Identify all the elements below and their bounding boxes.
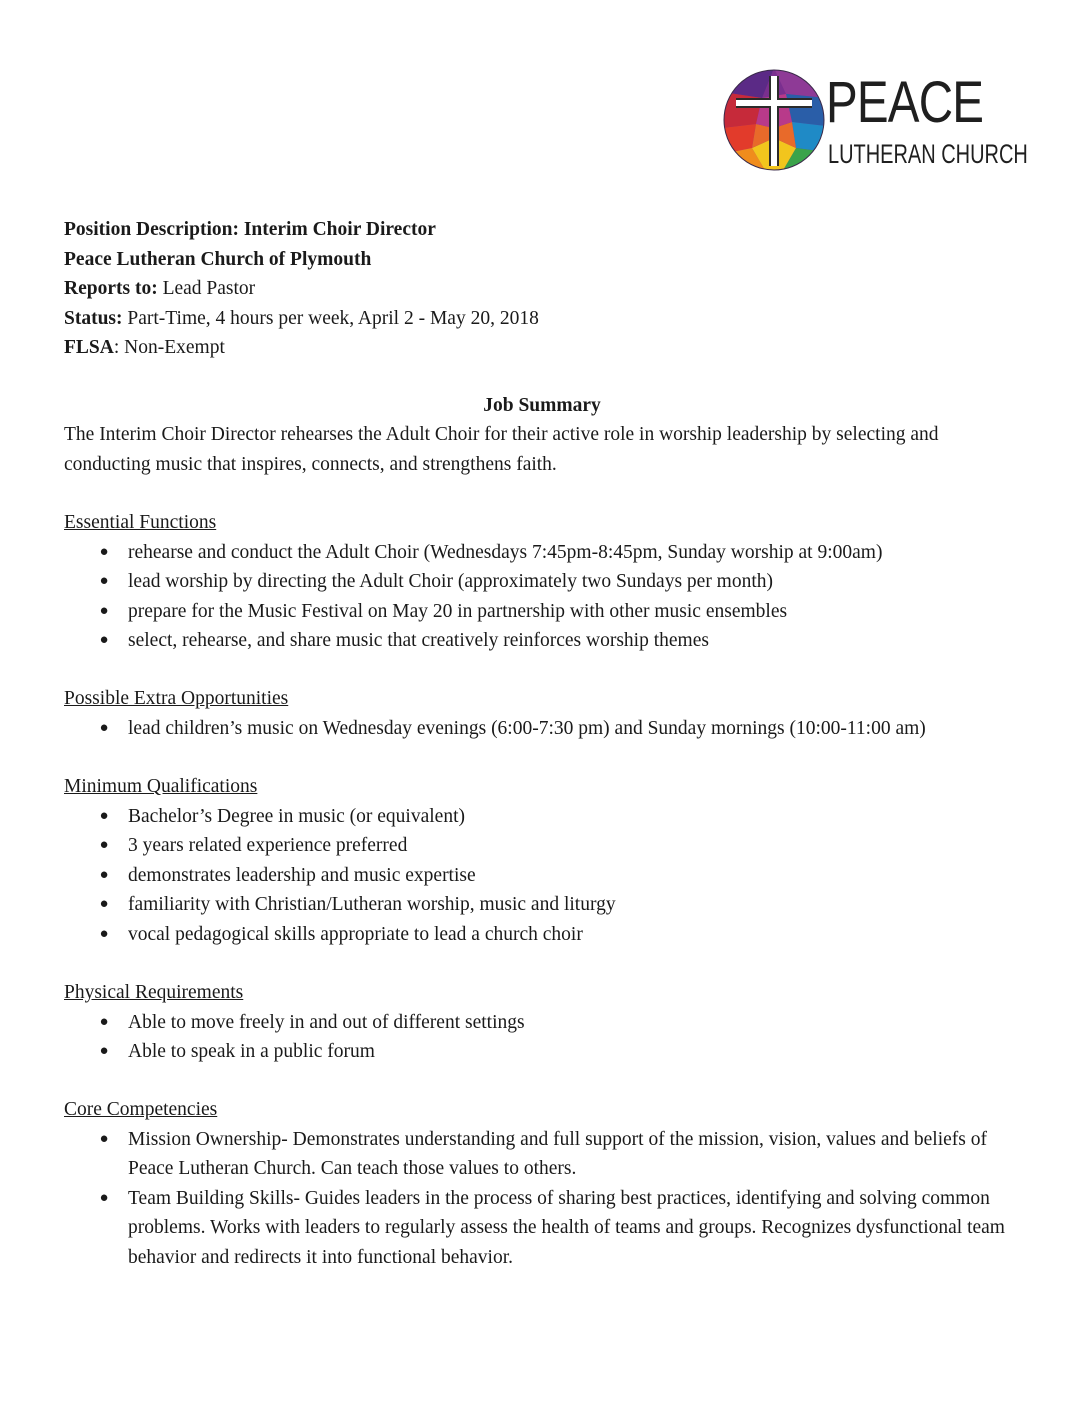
- list-item: ● select, rehearse, and share music that creatively reinforces worship themes: [64, 626, 1034, 656]
- bullet-icon: ●: [99, 896, 109, 912]
- extra-opportunities-section: [64, 684, 1034, 743]
- essential-functions-list: [64, 538, 1034, 656]
- physical-requirements-section: [64, 978, 1034, 1067]
- reports-to-line: [64, 274, 1024, 304]
- list-item: ● familiarity with Christian/Lutheran worship, music and liturgy: [64, 890, 1034, 920]
- extra-opportunities-heading: Possible Extra Opportunities: [64, 688, 289, 709]
- flsa-value: : Non-Exempt: [113, 337, 225, 358]
- core-competencies-heading: Core Competencies: [64, 1099, 218, 1120]
- stained-glass-cross-icon: [722, 68, 826, 172]
- list-item: ● demonstrates leadership and music expertise: [64, 861, 1034, 891]
- logo-wordmark-peace: PEACE: [826, 70, 984, 135]
- list-item: ● rehearse and conduct the Adult Choir (Wednesdays 7:45pm-8:45pm, Sunday worship at 9:00am): [64, 538, 1034, 568]
- physical-requirements-list: [64, 1008, 1034, 1067]
- minimum-qualifications-section: [64, 772, 1034, 949]
- reports-to-value: Lead Pastor: [157, 278, 256, 299]
- bullet-icon: ●: [99, 807, 109, 824]
- bullet-icon: ●: [99, 543, 109, 560]
- status-label: Status:: [64, 307, 123, 329]
- position-header: [64, 215, 1024, 363]
- list-item: ● Able to move freely in and out of different settings: [64, 1008, 1034, 1038]
- minimum-qualifications-list: [64, 802, 1034, 950]
- bullet-icon: ●: [99, 837, 109, 853]
- core-competencies-section: [64, 1095, 1014, 1272]
- list-item: ● lead worship by directing the Adult Choir (approximately two Sundays per month): [64, 567, 1034, 597]
- list-item: ● Mission Ownership- Demonstrates understanding and full support of the mission, vision, values and beliefs of Peace Lutheran Church. Can teach those values to others.: [64, 1125, 1014, 1184]
- status-value: Part-Time, 4 hours per week, April 2 - May 20, 2018: [122, 307, 539, 329]
- bullet-icon: ●: [99, 866, 109, 883]
- physical-requirements-heading: Physical Requirements: [64, 982, 244, 1003]
- list-item: ● Able to speak in a public forum: [64, 1037, 1034, 1067]
- job-summary-heading: Job Summary: [483, 395, 601, 416]
- list-item: ● Bachelor’s Degree in music (or equivalent): [64, 802, 1034, 832]
- bullet-icon: ●: [99, 573, 109, 589]
- bullet-icon: ●: [99, 1043, 109, 1059]
- bullet-icon: ●: [99, 1189, 109, 1206]
- flsa-line: [64, 333, 1024, 363]
- flsa-label: FLSA: [64, 337, 114, 358]
- list-item: ● Team Building Skills- Guides leaders in the process of sharing best practices, identifying and solving common problems. Works with leaders to regularly assess the health of teams and groups. Recognizes dysfunctional team behavior and redirects it into functional behavior.: [64, 1184, 1014, 1273]
- list-item: ● prepare for the Music Festival on May 20 in partnership with other music ensembles: [64, 597, 1034, 627]
- list-item: ● 3 years related experience preferred: [64, 831, 1034, 861]
- core-competencies-list: [64, 1125, 1014, 1273]
- bullet-icon: ●: [99, 632, 109, 648]
- minimum-qualifications-heading: Minimum Qualifications: [64, 776, 258, 797]
- extra-opportunities-list: [64, 714, 1034, 744]
- job-summary-text: The Interim Choir Director rehearses the Adult Choir for their active role in worship leadership by selecting and conducting music that inspires, connects, and strengthens faith.: [64, 424, 939, 475]
- essential-functions-section: [64, 508, 1034, 656]
- church-name: Peace Lutheran Church of Plymouth: [64, 248, 372, 270]
- position-title: Position Description: Interim Choir Director: [64, 219, 436, 240]
- reports-to-label: Reports to:: [64, 278, 158, 299]
- list-item: ● lead children’s music on Wednesday evenings (6:00-7:30 pm) and Sunday mornings (10:00-11:00 am): [64, 714, 1034, 744]
- list-item: ● vocal pedagogical skills appropriate to lead a church choir: [64, 920, 1034, 950]
- bullet-icon: ●: [99, 925, 109, 942]
- bullet-icon: ●: [99, 719, 109, 736]
- bullet-icon: ●: [99, 1013, 109, 1030]
- church-logo: [722, 66, 1028, 176]
- logo-wordmark-lutheran-church: LUTHERAN CHURCH: [828, 139, 1028, 169]
- bullet-icon: ●: [99, 602, 109, 619]
- status-line: [64, 304, 1024, 334]
- essential-functions-heading: Essential Functions: [64, 512, 217, 533]
- bullet-icon: ●: [99, 1130, 109, 1147]
